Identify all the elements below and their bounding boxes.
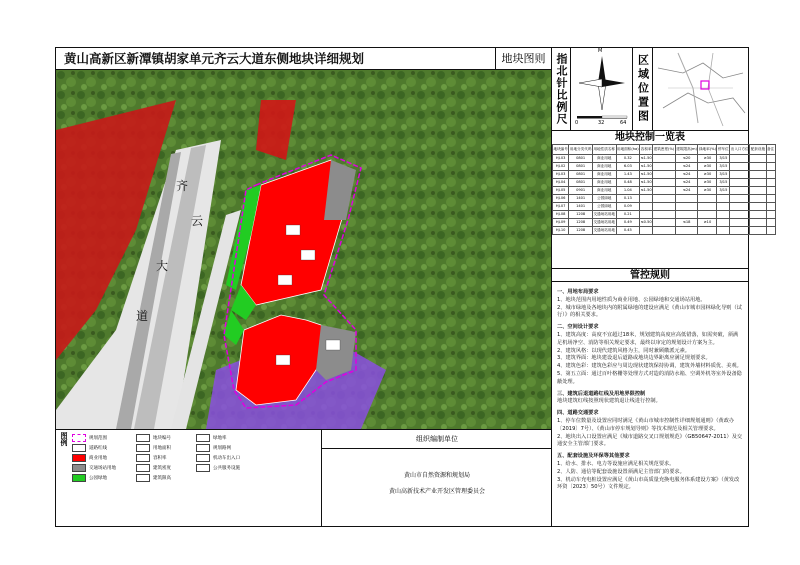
- table-cell: [640, 211, 653, 219]
- table-cell: 1.43: [616, 171, 640, 179]
- table-cell: 商业用地: [592, 155, 616, 163]
- org-line: 黄山高新技术产业开发区管理委员会: [388, 488, 485, 495]
- table-cell: [730, 179, 750, 187]
- table-row[interactable]: [553, 155, 776, 163]
- table-header-cell: 容积率: [640, 145, 653, 155]
- table-cell: [766, 195, 775, 203]
- table-cell: [750, 219, 766, 227]
- aerial-map[interactable]: [56, 70, 551, 429]
- road-label-char: 大: [156, 259, 169, 273]
- table-cell: [750, 187, 766, 195]
- rule-item: 4、建筑色彩：建筑色彩应与周边现状建筑保持协调，建筑外墙材料质优、美观。: [557, 363, 742, 370]
- table-cell: 6.03: [616, 163, 640, 171]
- table-cell: [653, 155, 676, 163]
- table-header-cell: 绿地率(%): [698, 145, 717, 155]
- table-cell: ≤24: [675, 171, 698, 179]
- road-label-char: 齐: [176, 179, 189, 193]
- legend-green: 公园绿地: [72, 474, 107, 482]
- table-cell: [730, 211, 750, 219]
- org-box: [321, 430, 552, 527]
- table-cell: [675, 211, 698, 219]
- table-row[interactable]: [553, 187, 776, 195]
- table-cell: 1401: [569, 195, 593, 203]
- table-cell: ≥30: [698, 179, 717, 187]
- table-cell: ≤1.50: [640, 179, 653, 187]
- table-cell: [730, 155, 750, 163]
- table-cell: 0.13: [616, 195, 640, 203]
- table-cell: HJ-03: [553, 155, 569, 163]
- table-cell: ≥30: [698, 171, 717, 179]
- table-cell: 3/15: [717, 179, 730, 187]
- table-cell: 0.48: [616, 179, 640, 187]
- table-cell: [766, 163, 775, 171]
- parcel-tag: [278, 275, 292, 285]
- table-cell: ≥30: [698, 155, 717, 163]
- table-row[interactable]: [553, 179, 776, 187]
- legend-green-ratio: 绿地率: [196, 434, 227, 442]
- legend-boundary: 规划范围: [72, 434, 107, 442]
- swatch: [72, 434, 86, 442]
- legend-transport: 交通场站用地: [72, 464, 116, 472]
- table-cell: [675, 227, 698, 235]
- scale-tick: 32: [598, 120, 605, 126]
- table-cell: [717, 219, 730, 227]
- swatch: [136, 444, 150, 452]
- swatch: [136, 434, 150, 442]
- table-cell: ≤24: [675, 163, 698, 171]
- table-cell: 1208: [569, 211, 593, 219]
- table-cell: [698, 211, 717, 219]
- scale-unit: M: [598, 48, 603, 54]
- rule-item: 1、给水、排水、电力等设施应满足相关规范要求。: [557, 460, 675, 467]
- swatch: [196, 444, 210, 452]
- table-cell: 0801: [569, 163, 593, 171]
- table-cell: [766, 203, 775, 211]
- table-cell: ≥30: [698, 187, 717, 195]
- table-cell: [653, 203, 676, 211]
- table-cell: 1208: [569, 219, 593, 227]
- legend-entrance: 机动车出入口: [196, 454, 240, 462]
- map-canvas: [56, 70, 551, 429]
- swatch: [72, 444, 86, 452]
- table-cell: 交通场站用地: [592, 227, 616, 235]
- rule-heading: 三、建筑后退道路红线及用地界限控制: [557, 390, 646, 397]
- table-cell: [750, 211, 766, 219]
- table-cell: 商业用地: [592, 171, 616, 179]
- table-cell: [653, 195, 676, 203]
- table-cell: [730, 203, 750, 211]
- table-row[interactable]: [553, 227, 776, 235]
- table-cell: [730, 219, 750, 227]
- table-cell: [750, 163, 766, 171]
- table-cell: [698, 203, 717, 211]
- parcel-table: [552, 144, 776, 235]
- rules-panel: [551, 282, 748, 526]
- parcel-tag: [326, 340, 340, 350]
- swatch: [72, 454, 86, 462]
- table-cell: [730, 195, 750, 203]
- table-header-cell: 配套设施: [750, 145, 766, 155]
- swatch: [72, 474, 86, 482]
- table-cell: ≤1.50: [640, 187, 653, 195]
- table-cell: [675, 195, 698, 203]
- scale-tick: 0: [575, 120, 579, 126]
- parcel-tag: [286, 225, 300, 235]
- rule-item: 1、建筑高度：高度不宜超过18米，规划建筑高度应高低错落，如需突破，须满足机场净空、消防等相关规定要求，最终以审定的规划设计方案为主。: [557, 331, 739, 346]
- rule-heading: 一、用地布局要求: [557, 289, 599, 295]
- rule-item: 3、建筑界面：地块建设退后道路或地块边界距离应满足规划要求。: [557, 355, 711, 362]
- table-cell: 1401: [569, 203, 593, 211]
- legend-network: 规划路网: [196, 444, 231, 452]
- table-cell: 0.49: [616, 219, 640, 227]
- rule-item: 2、地块出入口设置应满足《城市道路交叉口规划规范》（GB50647-2011）及交通安全主管部门要求。: [557, 433, 743, 448]
- table-cell: HJ-04: [553, 179, 569, 187]
- legend-area: 用地面积: [136, 444, 171, 452]
- table-cell: 交通场站用地: [592, 219, 616, 227]
- rule-heading: 二、空间设计要求: [557, 324, 599, 331]
- north-arrow-icon: [571, 48, 633, 130]
- table-cell: HJ-07: [553, 203, 569, 211]
- table-cell: ≤1.50: [640, 155, 653, 163]
- table-cell: [730, 227, 750, 235]
- table-cell: ≤1.50: [640, 171, 653, 179]
- swatch: [136, 464, 150, 472]
- table-cell: [717, 211, 730, 219]
- legend-far: 容积率: [136, 454, 167, 462]
- table-header-cell: 地块编号: [553, 145, 569, 155]
- swatch: [72, 464, 86, 472]
- table-cell: [640, 195, 653, 203]
- table-cell: [653, 187, 676, 195]
- table-cell: [653, 171, 676, 179]
- table-header-cell: 用地分类代码: [569, 145, 593, 155]
- table-cell: 商业用地: [592, 187, 616, 195]
- rule-item: 2、城市绿地及各地块内的附属绿地的建设应满足《黄山市城市园林绿化导则（试行）》的相关要求。: [557, 304, 742, 319]
- road-label-char: 云: [191, 214, 204, 228]
- rule-item: 3、机动车充电桩设置应满足《黄山市高质量充换电服务体系建设方案》（黄发改环资〔2023〕50号）文件规定。: [557, 476, 740, 491]
- table-cell: HJ-10: [553, 227, 569, 235]
- table-cell: ≤1.50: [640, 163, 653, 171]
- table-row[interactable]: [553, 211, 776, 219]
- table-header-row: [553, 145, 776, 155]
- table-header-cell: 建筑限高(m): [675, 145, 698, 155]
- table-cell: [750, 227, 766, 235]
- table-row[interactable]: [553, 163, 776, 171]
- table-header-cell: 用地面积(ha): [616, 145, 640, 155]
- legend-title: 图例: [60, 432, 68, 446]
- table-cell: [766, 227, 775, 235]
- table-cell: 1.04: [616, 187, 640, 195]
- legend-panel: [56, 429, 551, 527]
- table-cell: ≤24: [675, 179, 698, 187]
- table-cell: [698, 227, 717, 235]
- table-cell: 0.45: [616, 227, 640, 235]
- table-cell: [717, 195, 730, 203]
- table-cell: ≥10: [698, 219, 717, 227]
- table-cell: HJ-02: [553, 163, 569, 171]
- table-cell: ≤24: [675, 187, 698, 195]
- rule-item: 地块建筑红线按照现状建筑退让线进行控制。: [557, 398, 661, 405]
- swatch: [136, 474, 150, 482]
- table-header-cell: 建筑密度(%): [653, 145, 676, 155]
- table-cell: 公园绿地: [592, 195, 616, 203]
- table-header-cell: 停车位: [717, 145, 730, 155]
- scale-tick: 64: [620, 120, 627, 126]
- location-map[interactable]: [653, 48, 748, 130]
- table-cell: [717, 227, 730, 235]
- legend-commercial: 商业用地: [72, 454, 107, 462]
- swatch: [196, 454, 210, 462]
- table-row[interactable]: [553, 195, 776, 203]
- rules-title: 管控规则: [551, 268, 748, 282]
- table-cell: ≤0.50: [640, 219, 653, 227]
- swatch: [136, 454, 150, 462]
- table-cell: 3/15: [717, 155, 730, 163]
- rule-section: [557, 391, 743, 407]
- table-cell: 0.21: [616, 211, 640, 219]
- table-cell: 3/15: [717, 171, 730, 179]
- rule-section: [557, 410, 743, 449]
- road-label-char: 道: [136, 309, 149, 323]
- table-cell: [717, 203, 730, 211]
- location-label: 区域位置图: [633, 48, 653, 130]
- org-line: 黄山市自然资源和规划局: [403, 472, 470, 479]
- table-row[interactable]: [553, 203, 776, 211]
- table-row[interactable]: [553, 171, 776, 179]
- parcel-tag: [276, 355, 290, 365]
- table-header-cell: 备注: [766, 145, 775, 155]
- table-cell: 0801: [569, 171, 593, 179]
- table-cell: [750, 179, 766, 187]
- table-cell: [698, 195, 717, 203]
- legend-facility: 公共服务设施: [196, 464, 240, 472]
- table-cell: 公园绿地: [592, 203, 616, 211]
- map-tag: 地块图则: [495, 48, 551, 70]
- table-cell: 0.32: [616, 155, 640, 163]
- table-header-cell: 用地性质名称: [592, 145, 616, 155]
- table-cell: HJ-03: [553, 171, 569, 179]
- rule-heading: 四、道路交通要求: [557, 410, 599, 417]
- rule-heading: 五、配套设施及环保等其他要求: [557, 453, 630, 460]
- table-cell: 3/15: [717, 187, 730, 195]
- table-cell: 0.09: [616, 203, 640, 211]
- table-cell: [730, 187, 750, 195]
- table-cell: ≥30: [698, 163, 717, 171]
- table-cell: 3/15: [717, 163, 730, 171]
- table-cell: [640, 203, 653, 211]
- table-cell: ≤18: [675, 219, 698, 227]
- parcel-tag: [301, 250, 315, 260]
- table-cell: HJ-08: [553, 211, 569, 219]
- table-cell: [766, 219, 775, 227]
- table-cell: [766, 155, 775, 163]
- rule-item: 2、建筑风格：以现代建筑风格为主，同时兼顾徽派元素。: [557, 347, 690, 354]
- drawing-sheet: [55, 47, 775, 527]
- table-cell: [750, 171, 766, 179]
- table-cell: HJ-09: [553, 219, 569, 227]
- legend-height: 建筑限高: [136, 474, 171, 482]
- table-cell: [766, 211, 775, 219]
- table-cell: [675, 203, 698, 211]
- table-cell: [653, 219, 676, 227]
- control-table: [551, 144, 775, 268]
- page-title: 黄山高新区新潭镇胡家单元齐云大道东侧地块详细规划: [56, 48, 495, 70]
- rule-item: 1、地块范围内用地性质为商业用地、公园绿地和交通场站用地。: [557, 296, 706, 303]
- table-cell: [750, 203, 766, 211]
- table-cell: 0901: [569, 187, 593, 195]
- table-cell: [730, 163, 750, 171]
- table-cell: [653, 179, 676, 187]
- table-cell: [750, 195, 766, 203]
- table-cell: ≤20: [675, 155, 698, 163]
- table-row[interactable]: [553, 219, 776, 227]
- table-cell: [653, 211, 676, 219]
- swatch: [196, 464, 210, 472]
- rule-item: 1、停车位数量及设置应同时满足《黄山市城市控制性详细规划通则》（黄政办〔2019〕7号）、《黄山市停车规划导则》等技术规范及相关管理要求。: [557, 417, 735, 432]
- table-cell: [640, 227, 653, 235]
- table-cell: [653, 163, 676, 171]
- table-cell: [766, 187, 775, 195]
- rule-section: [557, 289, 743, 320]
- table-cell: [653, 227, 676, 235]
- table-cell: 1208: [569, 227, 593, 235]
- legend-density: 建筑密度: [136, 464, 171, 472]
- table-cell: HJ-05: [553, 187, 569, 195]
- table-body: [553, 155, 776, 235]
- table-cell: 商业用地: [592, 179, 616, 187]
- legend-parcel-id: 地块编号: [136, 434, 171, 442]
- org-title: 组织编制单位: [322, 430, 552, 449]
- rule-item: 2、人防、通信等配套设施设置须满足主管部门的要求。: [557, 468, 685, 475]
- table-cell: [730, 171, 750, 179]
- table-cell: 商业用地: [592, 163, 616, 171]
- swatch: [196, 434, 210, 442]
- rule-section: [557, 324, 743, 386]
- table-cell: [750, 155, 766, 163]
- location-map-canvas: [653, 48, 748, 130]
- rule-item: 5、第五立面：通过百叶格栅等处理方式对造的消防水箱、空调外机等室外设备隐蔽处理。: [557, 370, 742, 385]
- table-header-cell: 出入口方位: [730, 145, 750, 155]
- table-title: 地块控制一览表: [551, 130, 748, 144]
- legend-road: 道路红线: [72, 444, 107, 452]
- table-cell: HJ-06: [553, 195, 569, 203]
- table-cell: [766, 179, 775, 187]
- table-cell: 0801: [569, 179, 593, 187]
- table-cell: [766, 171, 775, 179]
- compass-label: 指北针比例尺: [551, 48, 571, 130]
- rule-section: [557, 453, 743, 492]
- table-cell: 0801: [569, 155, 593, 163]
- table-cell: 交通场站用地: [592, 211, 616, 219]
- compass-box: [571, 48, 633, 130]
